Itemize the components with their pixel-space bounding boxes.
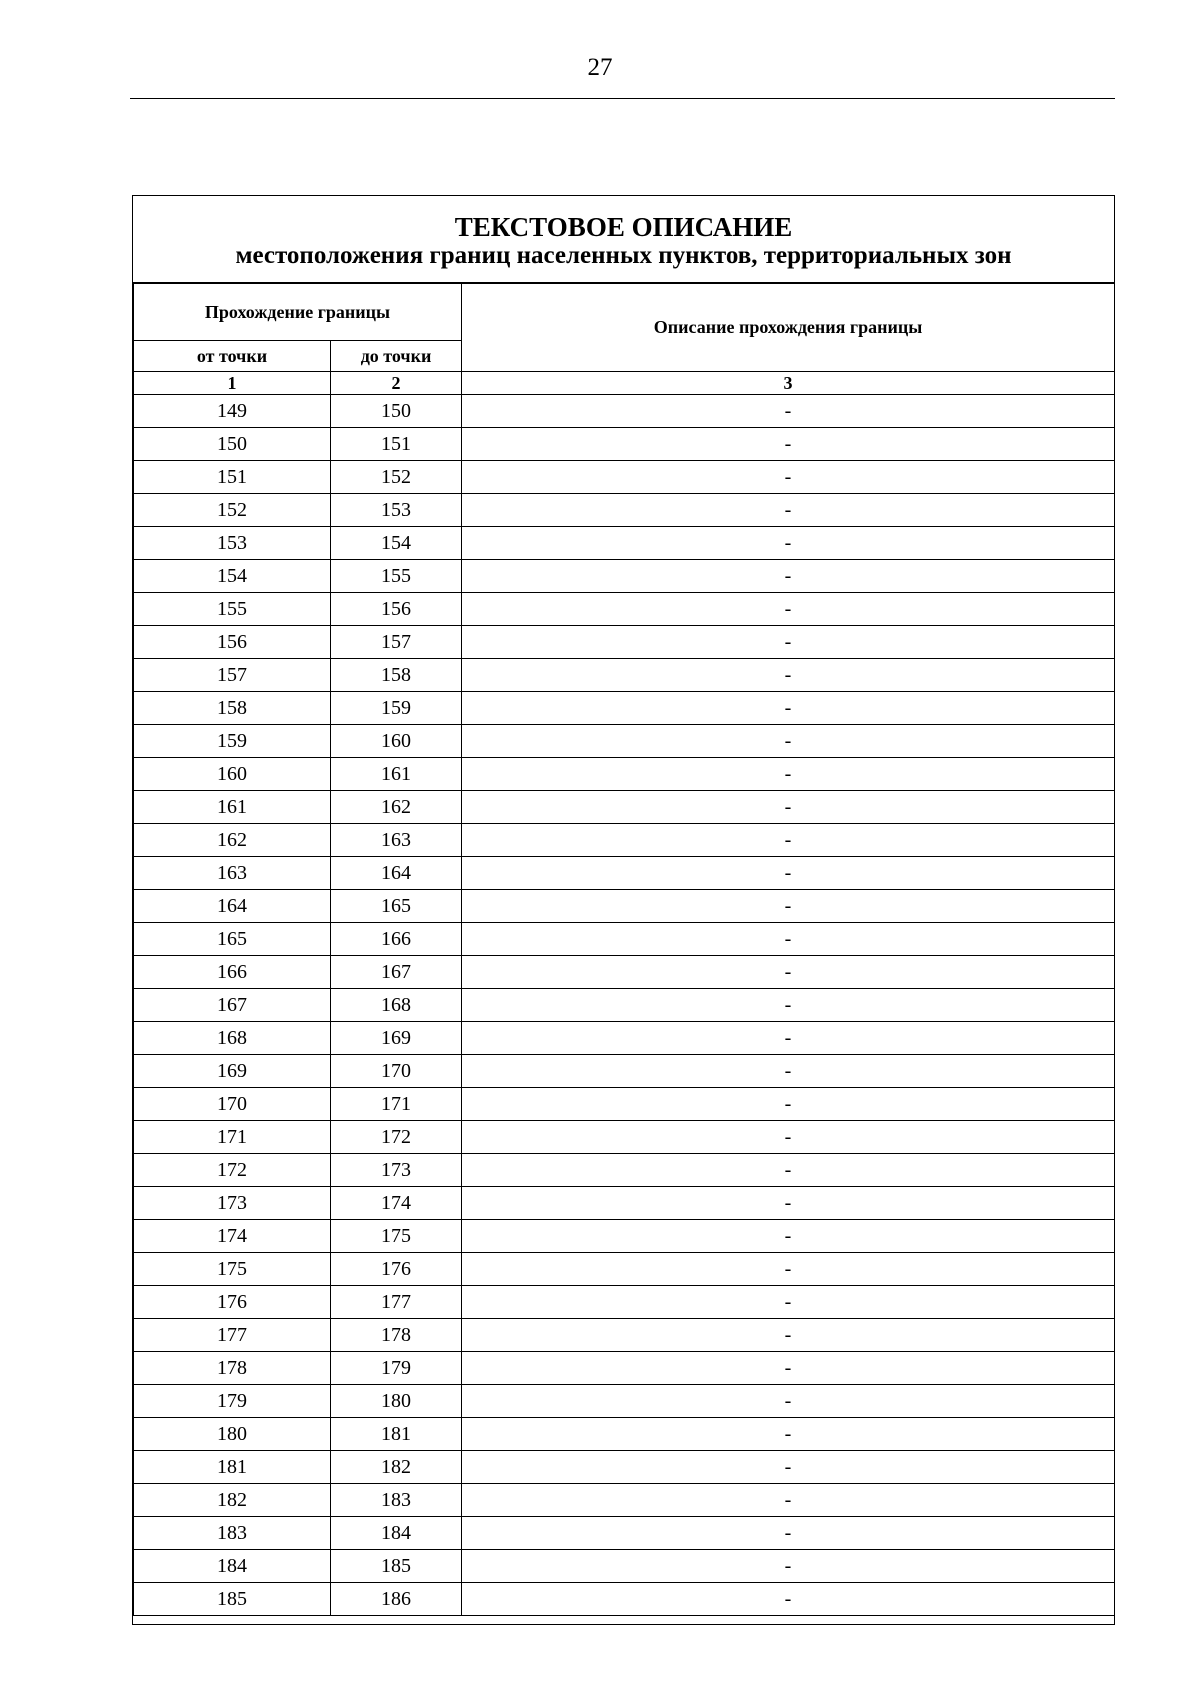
cell-from-point: 175 [134, 1253, 331, 1286]
cell-from-point: 172 [134, 1154, 331, 1187]
cell-to-point: 160 [331, 725, 462, 758]
cell-to-point: 155 [331, 560, 462, 593]
header-boundary-passage: Прохождение границы [134, 284, 462, 341]
cell-to-point: 176 [331, 1253, 462, 1286]
cell-from-point: 160 [134, 758, 331, 791]
table-row [134, 1088, 1115, 1121]
cell-to-point: 161 [331, 758, 462, 791]
cell-description: - [462, 989, 1115, 1022]
table-row [134, 857, 1115, 890]
cell-from-point: 151 [134, 461, 331, 494]
table-row [134, 1319, 1115, 1352]
column-number-2: 2 [331, 372, 462, 395]
cell-from-point: 158 [134, 692, 331, 725]
table-row [134, 1418, 1115, 1451]
cell-from-point: 157 [134, 659, 331, 692]
cell-to-point: 184 [331, 1517, 462, 1550]
cell-description: - [462, 395, 1115, 428]
cell-from-point: 180 [134, 1418, 331, 1451]
cell-description: - [462, 791, 1115, 824]
cell-from-point: 167 [134, 989, 331, 1022]
table-row [134, 428, 1115, 461]
cell-to-point: 182 [331, 1451, 462, 1484]
cell-to-point: 159 [331, 692, 462, 725]
cell-from-point: 171 [134, 1121, 331, 1154]
cell-from-point: 166 [134, 956, 331, 989]
table-row [134, 791, 1115, 824]
table-row [134, 725, 1115, 758]
title-block [133, 196, 1114, 283]
table-row [134, 659, 1115, 692]
cell-from-point: 159 [134, 725, 331, 758]
cell-from-point: 179 [134, 1385, 331, 1418]
cell-to-point: 156 [331, 593, 462, 626]
cell-from-point: 155 [134, 593, 331, 626]
document-subtitle: местоположения границ населенных пунктов, территориальных зон [235, 242, 1012, 269]
cell-from-point: 154 [134, 560, 331, 593]
cell-description: - [462, 1121, 1115, 1154]
cell-description: - [462, 1220, 1115, 1253]
cell-from-point: 164 [134, 890, 331, 923]
table-row [134, 1253, 1115, 1286]
cell-to-point: 186 [331, 1583, 462, 1616]
cell-description: - [462, 626, 1115, 659]
cell-to-point: 167 [331, 956, 462, 989]
cell-from-point: 181 [134, 1451, 331, 1484]
cell-to-point: 172 [331, 1121, 462, 1154]
cell-description: - [462, 1550, 1115, 1583]
cell-from-point: 173 [134, 1187, 331, 1220]
cell-from-point: 183 [134, 1517, 331, 1550]
cell-to-point: 180 [331, 1385, 462, 1418]
cell-to-point: 183 [331, 1484, 462, 1517]
table-row [134, 824, 1115, 857]
cell-to-point: 185 [331, 1550, 462, 1583]
cell-description: - [462, 758, 1115, 791]
cell-from-point: 176 [134, 1286, 331, 1319]
cell-to-point: 162 [331, 791, 462, 824]
cell-to-point: 173 [331, 1154, 462, 1187]
cell-from-point: 178 [134, 1352, 331, 1385]
cell-from-point: 156 [134, 626, 331, 659]
cell-to-point: 175 [331, 1220, 462, 1253]
cell-to-point: 165 [331, 890, 462, 923]
table-row [134, 1385, 1115, 1418]
cell-to-point: 169 [331, 1022, 462, 1055]
cell-description: - [462, 956, 1115, 989]
cell-from-point: 149 [134, 395, 331, 428]
table-row [134, 1352, 1115, 1385]
cell-from-point: 152 [134, 494, 331, 527]
cell-from-point: 163 [134, 857, 331, 890]
table-row [134, 923, 1115, 956]
table-row [134, 758, 1115, 791]
cell-from-point: 150 [134, 428, 331, 461]
table-row [134, 1220, 1115, 1253]
cell-from-point: 177 [134, 1319, 331, 1352]
cell-from-point: 153 [134, 527, 331, 560]
table-row [134, 626, 1115, 659]
cell-description: - [462, 1418, 1115, 1451]
header-to-point: до точки [331, 341, 462, 372]
table-row [134, 1583, 1115, 1616]
page-number: 27 [587, 54, 613, 81]
table-row [134, 1484, 1115, 1517]
cell-from-point: 174 [134, 1220, 331, 1253]
cell-from-point: 182 [134, 1484, 331, 1517]
cell-description: - [462, 1451, 1115, 1484]
cell-description: - [462, 725, 1115, 758]
cell-from-point: 170 [134, 1088, 331, 1121]
header-description: Описание прохождения границы [462, 284, 1115, 372]
cell-from-point: 161 [134, 791, 331, 824]
table-row [134, 1451, 1115, 1484]
cell-description: - [462, 1154, 1115, 1187]
cell-to-point: 157 [331, 626, 462, 659]
table-row [134, 1055, 1115, 1088]
table-row [134, 956, 1115, 989]
cell-to-point: 178 [331, 1319, 462, 1352]
cell-to-point: 181 [331, 1418, 462, 1451]
cell-description: - [462, 1583, 1115, 1616]
cell-to-point: 158 [331, 659, 462, 692]
cell-description: - [462, 560, 1115, 593]
cell-description: - [462, 1385, 1115, 1418]
header-rule [130, 98, 1115, 99]
table-row [134, 1517, 1115, 1550]
table-row [134, 1121, 1115, 1154]
cell-description: - [462, 692, 1115, 725]
cell-from-point: 169 [134, 1055, 331, 1088]
table-row [134, 1022, 1115, 1055]
cell-description: - [462, 428, 1115, 461]
cell-to-point: 153 [331, 494, 462, 527]
table-row [134, 494, 1115, 527]
column-number-3: 3 [462, 372, 1115, 395]
cell-to-point: 166 [331, 923, 462, 956]
cell-description: - [462, 593, 1115, 626]
table-row [134, 593, 1115, 626]
cell-description: - [462, 923, 1115, 956]
table-row [134, 527, 1115, 560]
table-row [134, 395, 1115, 428]
cell-from-point: 165 [134, 923, 331, 956]
cell-description: - [462, 494, 1115, 527]
cell-to-point: 163 [331, 824, 462, 857]
cell-description: - [462, 1286, 1115, 1319]
table-row [134, 692, 1115, 725]
table-row [134, 461, 1115, 494]
column-number-1: 1 [134, 372, 331, 395]
table-row [134, 1187, 1115, 1220]
cell-description: - [462, 527, 1115, 560]
cell-description: - [462, 1319, 1115, 1352]
cell-description: - [462, 1055, 1115, 1088]
document-title: ТЕКСТОВОЕ ОПИСАНИЕ [454, 212, 793, 242]
cell-description: - [462, 857, 1115, 890]
cell-description: - [462, 1088, 1115, 1121]
cell-to-point: 152 [331, 461, 462, 494]
cell-to-point: 174 [331, 1187, 462, 1220]
cell-to-point: 179 [331, 1352, 462, 1385]
cell-from-point: 185 [134, 1583, 331, 1616]
cell-to-point: 154 [331, 527, 462, 560]
boundary-table [133, 283, 1115, 1616]
table-body [134, 395, 1115, 1616]
cell-description: - [462, 824, 1115, 857]
cell-from-point: 168 [134, 1022, 331, 1055]
cell-from-point: 184 [134, 1550, 331, 1583]
cell-description: - [462, 461, 1115, 494]
cell-to-point: 164 [331, 857, 462, 890]
cell-to-point: 177 [331, 1286, 462, 1319]
table-row [134, 1154, 1115, 1187]
cell-description: - [462, 1253, 1115, 1286]
table-row [134, 989, 1115, 1022]
cell-description: - [462, 1517, 1115, 1550]
cell-description: - [462, 1484, 1115, 1517]
table-row [134, 560, 1115, 593]
cell-description: - [462, 1352, 1115, 1385]
cell-description: - [462, 1187, 1115, 1220]
cell-to-point: 151 [331, 428, 462, 461]
table-row [134, 1550, 1115, 1583]
cell-description: - [462, 890, 1115, 923]
table-row [134, 1286, 1115, 1319]
cell-description: - [462, 1022, 1115, 1055]
header-from-point: от точки [134, 341, 331, 372]
cell-to-point: 171 [331, 1088, 462, 1121]
document-frame [132, 195, 1115, 1625]
cell-to-point: 170 [331, 1055, 462, 1088]
cell-description: - [462, 659, 1115, 692]
cell-to-point: 150 [331, 395, 462, 428]
cell-to-point: 168 [331, 989, 462, 1022]
table-row [134, 890, 1115, 923]
cell-from-point: 162 [134, 824, 331, 857]
